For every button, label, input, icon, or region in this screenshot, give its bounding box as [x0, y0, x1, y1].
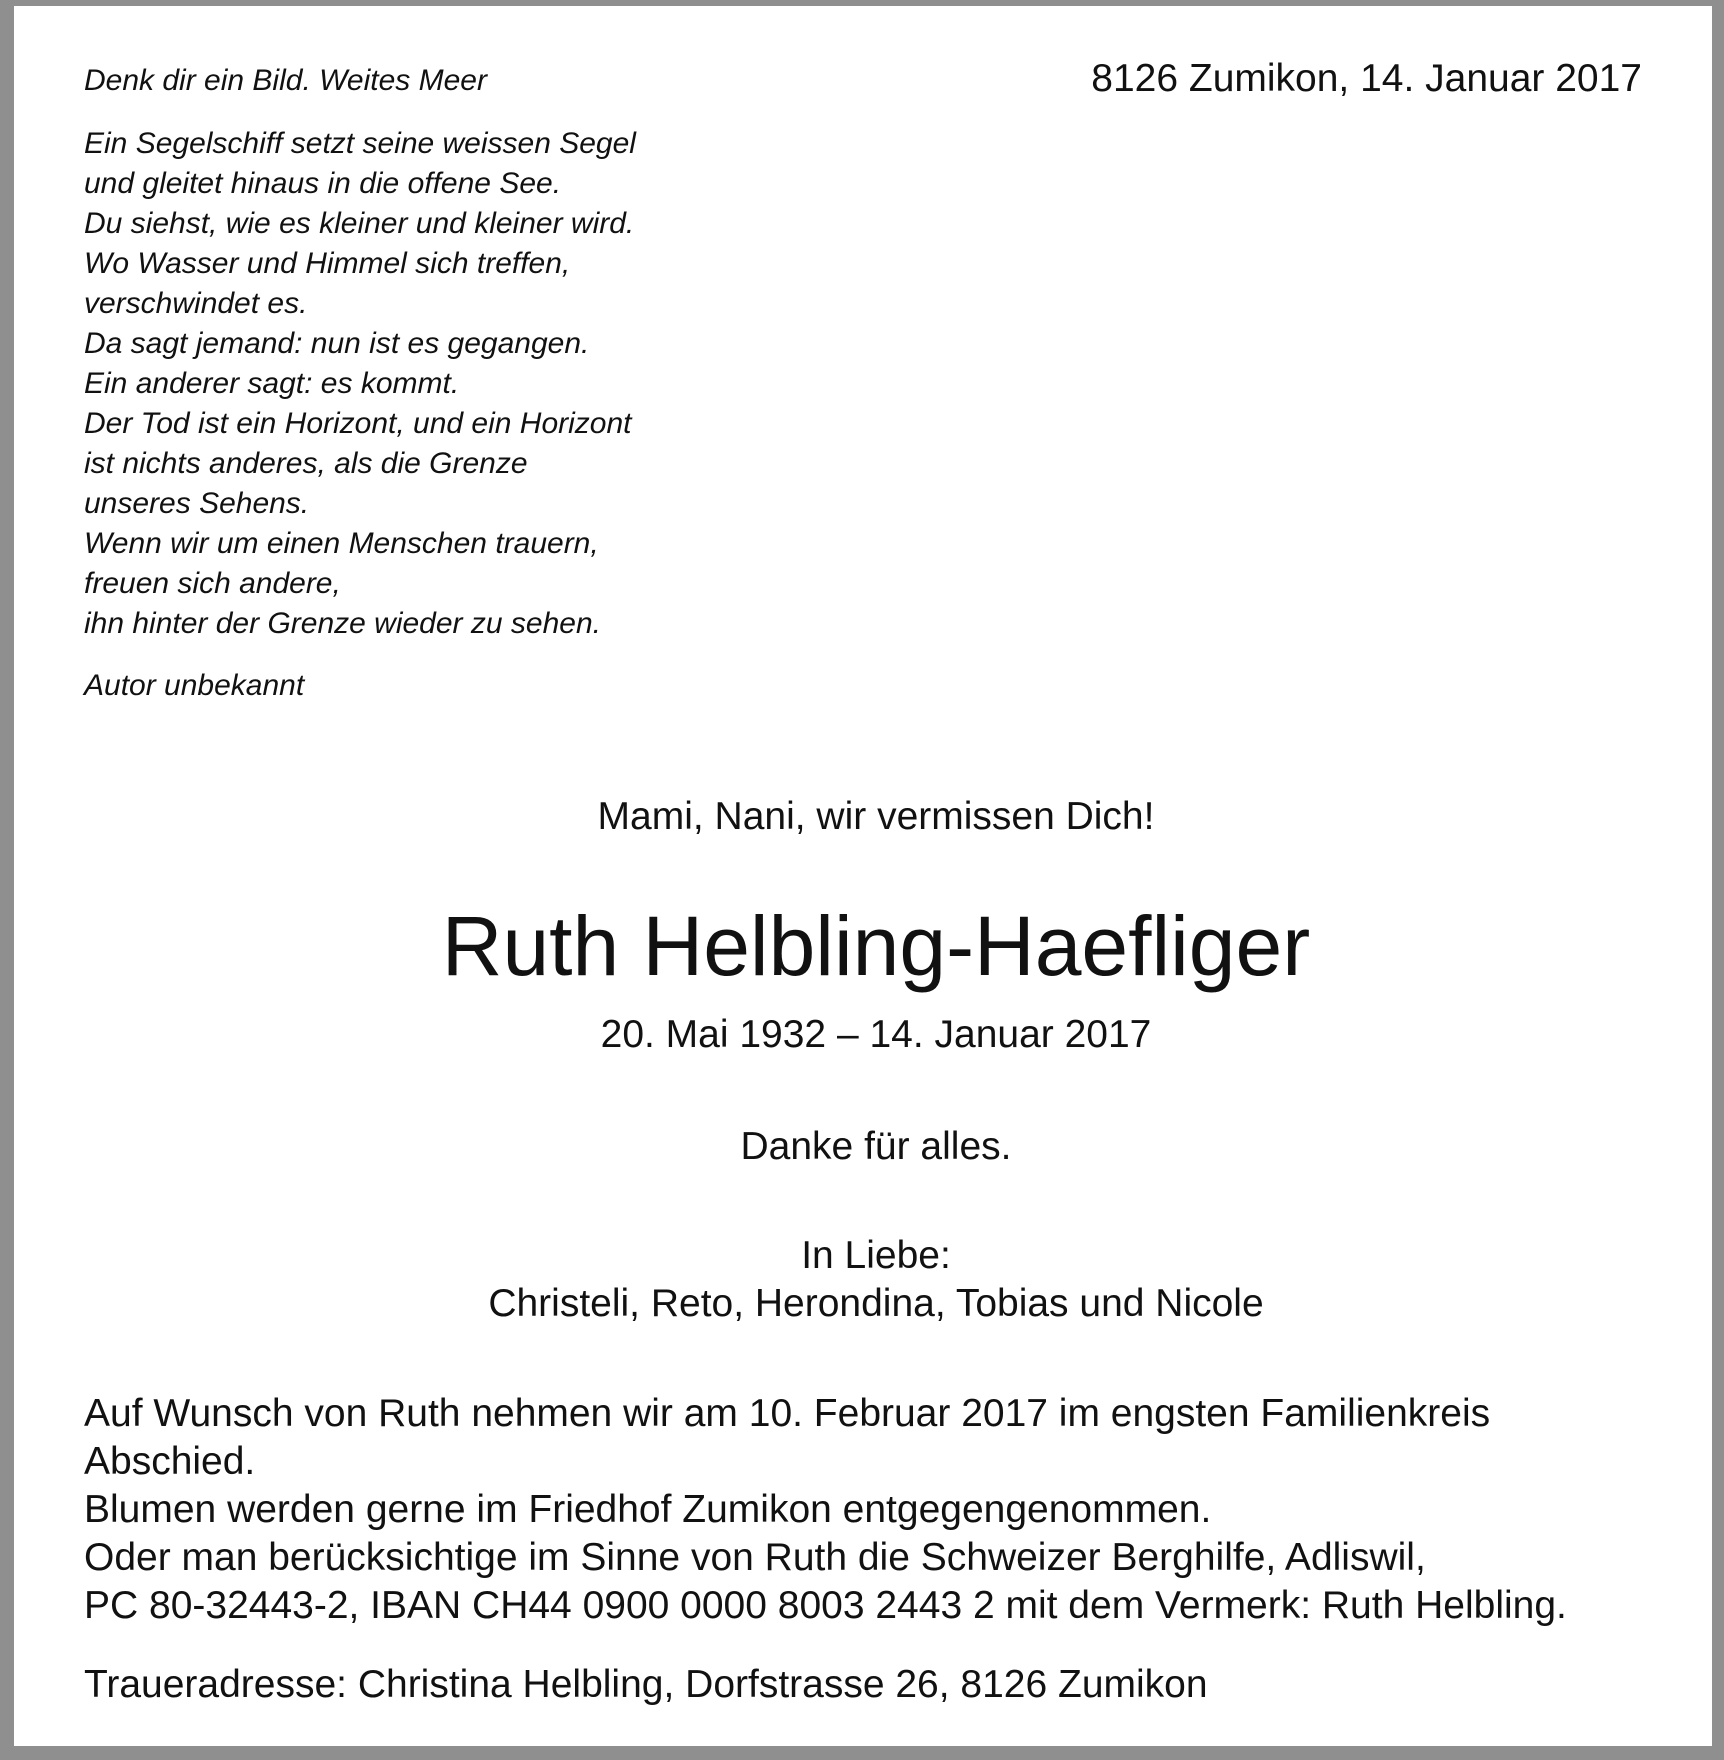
poem-author: Autor unbekannt	[84, 669, 305, 702]
notice-line: Blumen werden gerne im Friedhof Zumikon entgegengenommen.	[84, 1488, 1212, 1531]
poem-line: ihn hinter der Grenze wieder zu sehen.	[84, 607, 601, 640]
poem-line: Ein anderer sagt: es kommt.	[84, 367, 460, 400]
love-label: In Liebe:	[801, 1234, 951, 1277]
notice-line: Auf Wunsch von Ruth nehmen wir am 10. Februar 2017 im engsten Familienkreis	[84, 1392, 1491, 1435]
family-names: Christeli, Reto, Herondina, Tobias und Nicole	[488, 1282, 1264, 1325]
poem-title: Denk dir ein Bild. Weites Meer	[84, 64, 487, 97]
poem-line: unseres Sehens.	[84, 487, 310, 520]
notice-line: Abschied.	[84, 1440, 256, 1483]
poem-line: freuen sich andere,	[84, 567, 341, 600]
poem-line: Da sagt jemand: nun ist es gegangen.	[84, 327, 590, 360]
poem-line: Wo Wasser und Himmel sich treffen,	[84, 247, 571, 280]
thanks-text: Danke für alles.	[740, 1125, 1012, 1168]
life-dates: 20. Mai 1932 – 14. Januar 2017	[600, 1013, 1152, 1056]
notice-line: Oder man berücksichtige im Sinne von Ruth die Schweizer Berghilfe, Adliswil,	[84, 1536, 1426, 1579]
poem-line: Wenn wir um einen Menschen trauern,	[84, 527, 599, 560]
tagline: Mami, Nani, wir vermissen Dich!	[597, 795, 1155, 838]
mourning-address: Traueradresse: Christina Helbling, Dorfstrasse 26, 8126 Zumikon	[84, 1663, 1208, 1706]
deceased-name: Ruth Helbling-Haefliger	[441, 899, 1311, 993]
funeral-notice	[84, 1390, 1567, 1630]
poem-line: verschwindet es.	[84, 287, 308, 320]
poem-line: Ein Segelschiff setzt seine weissen Segel	[84, 127, 636, 160]
poem-line: und gleitet hinaus in die offene See.	[84, 167, 562, 200]
poem-line: Der Tod ist ein Horizont, und ein Horizont	[84, 407, 632, 440]
notice-line: PC 80-32443-2, IBAN CH44 0900 0000 8003 2443 2 mit dem Vermerk: Ruth Helbling.	[84, 1584, 1567, 1627]
poem-line: ist nichts anderes, als die Grenze	[84, 447, 528, 480]
place-date: 8126 Zumikon, 14. Januar 2017	[1091, 57, 1642, 100]
poem-line: Du siehst, wie es kleiner und kleiner wird.	[84, 207, 635, 240]
poem	[84, 124, 636, 644]
